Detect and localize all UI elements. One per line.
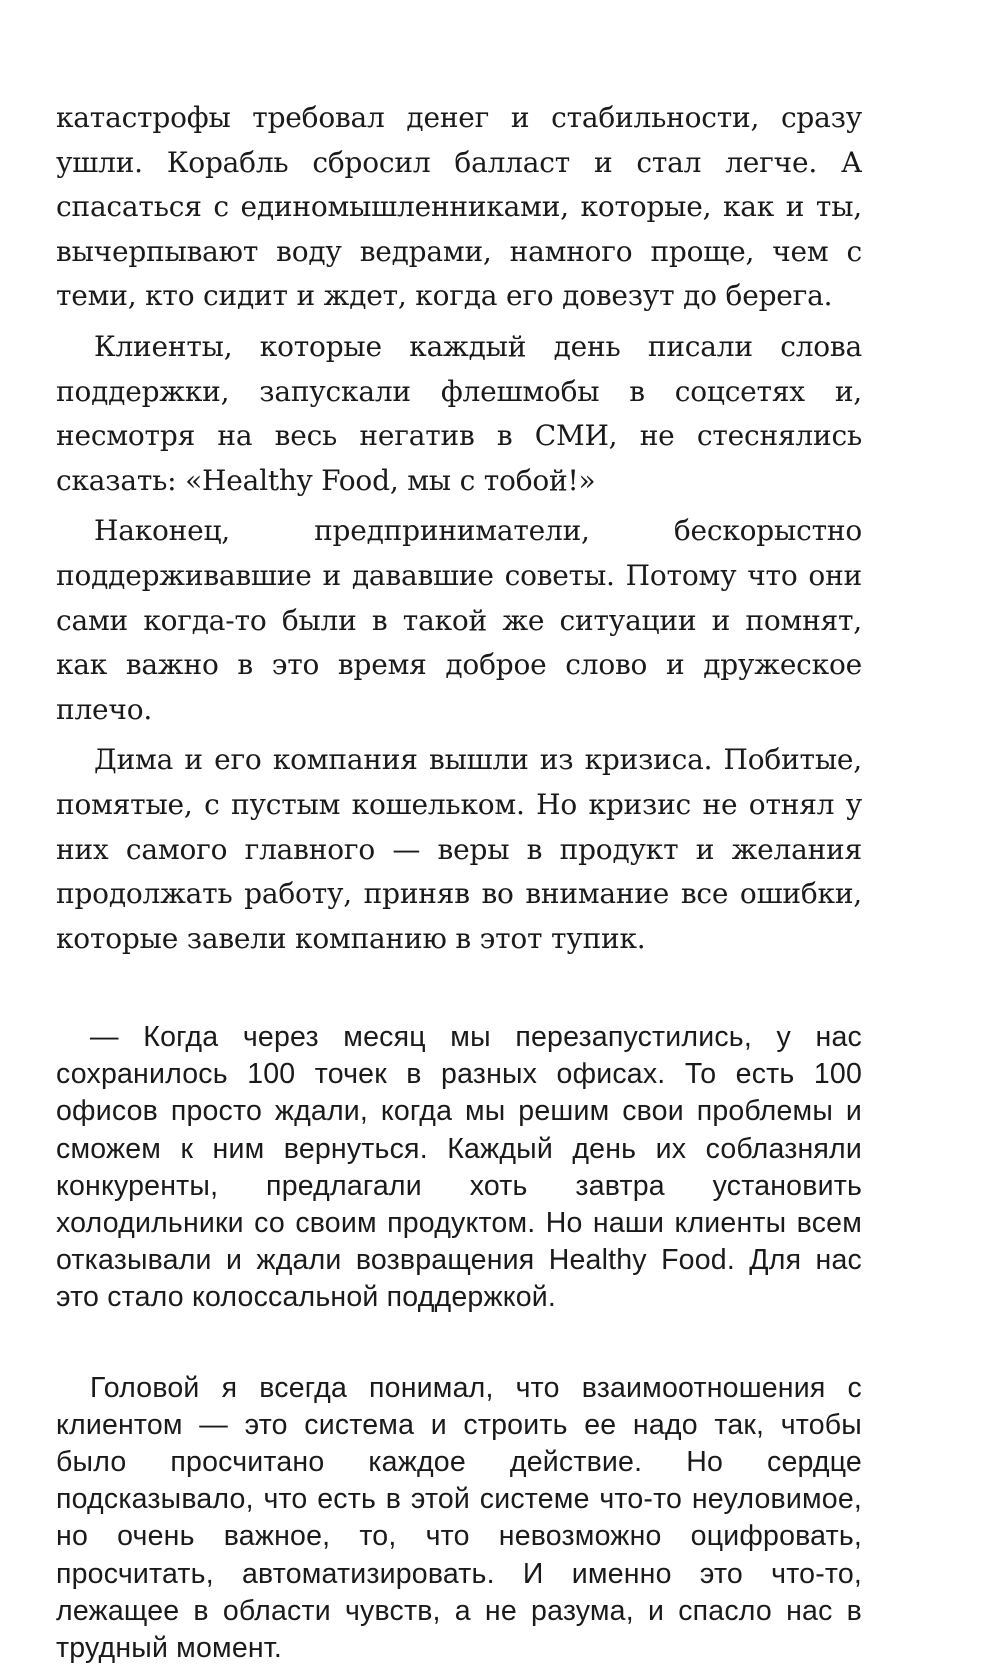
quote-text xyxy=(56,1019,862,1667)
quote-paragraph-feelings: Головой я всегда понимал, что взаимоотношения с клиентом — это система и строить ее надо так, чтобы было просчитано каждое действие. Но сердце подсказывало, что есть в этой системе что-то неуловимое, но очень важное, то, что невозможно оцифровать, просчитать, автоматизировать. И именно это что-то, лежащее в области чувств, а не разума, и спасло нас в трудный момент. xyxy=(56,1372,862,1664)
narrative-text xyxy=(56,96,862,961)
paragraph-continuation: катастрофы требовал денег и стабильности, сразу ушли. Корабль сбросил балласт и стал легче. А спасаться с единомышленниками, которые, как и ты, вычерпывают воду ведрами, намного проще, чем с теми, кто сидит и ждет, когда его довезут до берега. xyxy=(56,101,862,313)
paragraph-crisis-exit: Дима и его компания вышли из кризиса. Побитые, помятые, с пустым кошельком. Но кризис не отнял у них самого главного — веры в продукт и желания продолжать работу, приняв во внимание все ошибки, которые завели компанию в этот тупик. xyxy=(56,743,862,955)
quote-paragraph-relaunch: — Когда через месяц мы перезапустились, у нас сохранилось 100 точек в разных офисах. То есть 100 офисов просто ждали, когда мы решим свои проблемы и сможем к ним вернуться. Каждый день их соблазняли конкуренты, предлагали хоть завтра установить холодильники со своим продуктом. Но наши клиенты всем отказывали и ждали возвращения Healthy Food. Для нас это стало колоссальной поддержкой. xyxy=(56,1021,862,1313)
paragraph-clients: Клиенты, которые каждый день писали слова поддержки, запускали флешмобы в соцсетях и, несмотря на весь негатив в СМИ, не стеснялись сказать: «Healthy Food, мы с тобой!» xyxy=(56,329,862,497)
paragraph-entrepreneurs: Наконец, предприниматели, бескорыстно поддерживавшие и дававшие советы. Потому что они сами когда-то были в такой же ситуации и помнят, как важно в это время доброе слово и дружеское плечо. xyxy=(56,514,862,726)
book-page xyxy=(56,96,862,1667)
